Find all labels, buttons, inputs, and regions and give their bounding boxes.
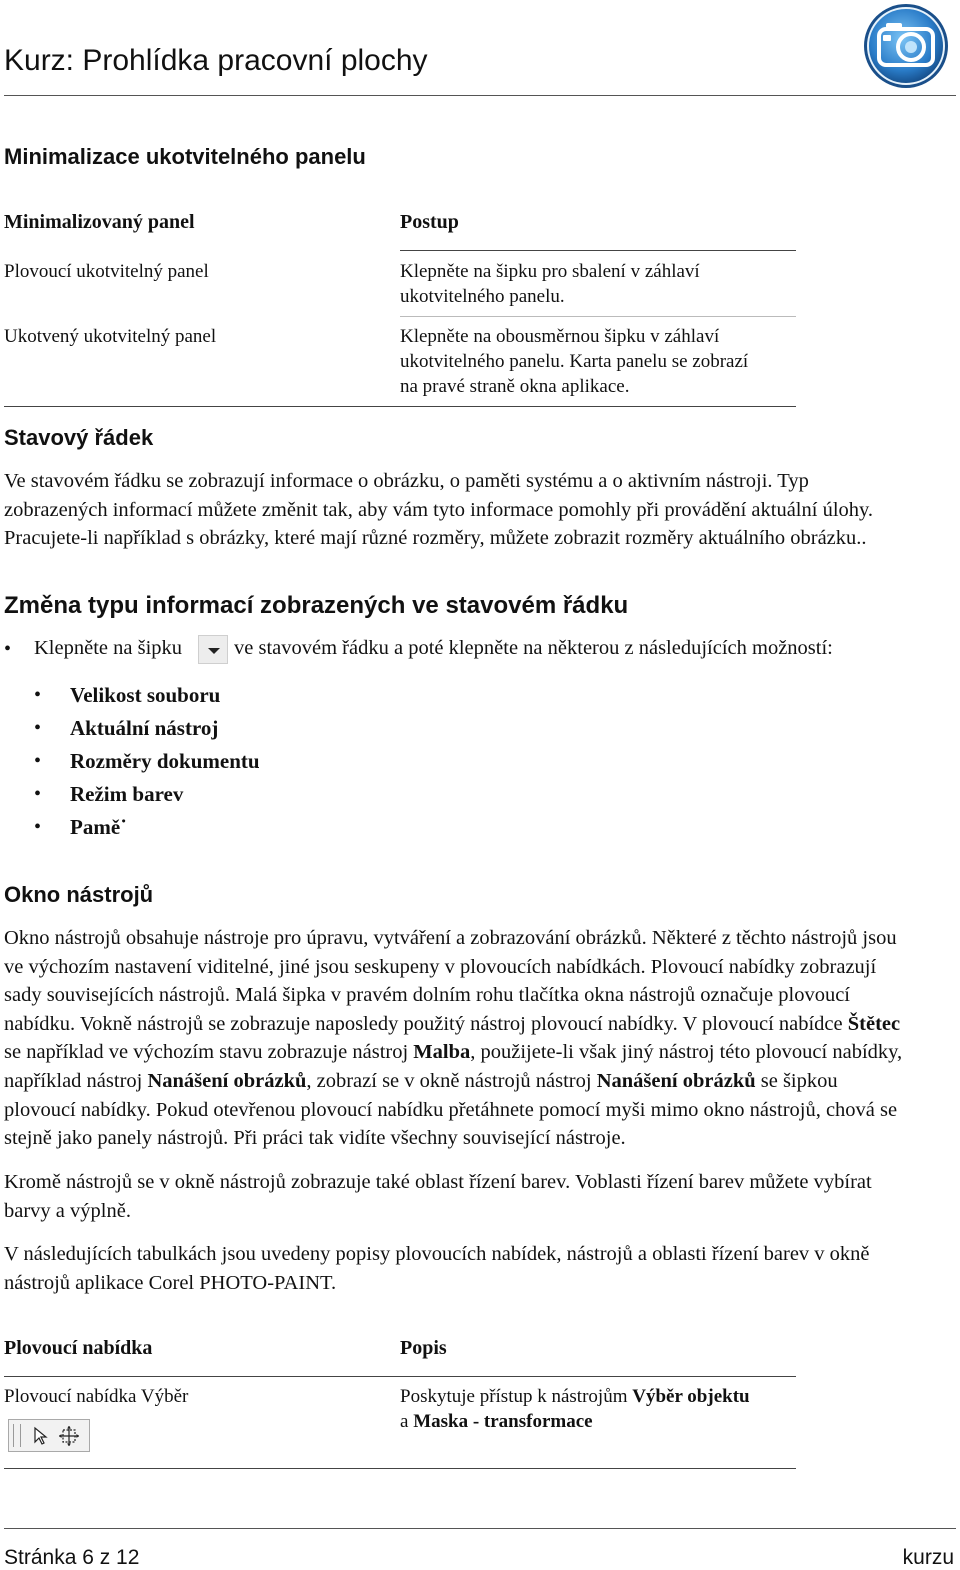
table-header: Postup <box>400 211 459 233</box>
section-heading: Změna typu informací zobrazených ve stavovém řádku <box>4 592 629 619</box>
table-cell: Poskytuje přístup k nástrojům Výběr objektu a Maska - transformace <box>400 1386 750 1432</box>
table-header-rule <box>4 1376 796 1377</box>
camera-icon <box>862 2 950 90</box>
paragraph <box>4 924 959 1153</box>
bold-term: Maska - transformace <box>413 1411 593 1432</box>
paragraph-line: plovoucí nabídky. Pokud otevřenou plovoucí nabídku přetáhnete pomocí myši mimo okno nástrojů, chová se <box>4 1098 898 1121</box>
paragraph: Ve stavovém řádku se zobrazují informace o obrázku, o paměti systému a o aktivním nástroji. Typ zobrazených informací můžete změnit tak, aby vám tyto informace pomohly při provádění aktuální úlohy. Pracujete-li například s obrázky, které mají různé rozměry, můžete zobrazit rozměry aktuálního obrázku.. <box>4 470 874 550</box>
bold-term: Malba <box>413 1041 471 1064</box>
paragraph: Kromě nástrojů se v okně nástrojů zobrazuje také oblast řízení barev. Voblasti řízení barev můžete vybírat barvy a výplně. <box>4 1171 872 1222</box>
page-title: Kurz: Prohlídka pracovní plochy <box>4 44 428 77</box>
list-item: Aktuální nástroj <box>70 716 219 740</box>
bullet-text: ve stavovém řádku a poté klepněte na některou z následujících možností: <box>234 637 833 659</box>
bold-term: Nanášení obrázků <box>147 1069 307 1092</box>
paragraph-line: nabídku. Vokně nástrojů se zobrazuje naposledy použitý nástroj plovoucí nabídky. V plovoucí nabídce Štětec <box>4 1012 901 1035</box>
table-header: Minimalizovaný panel <box>4 211 195 233</box>
page-number: Stránka 6 z 12 <box>4 1546 140 1569</box>
paragraph-line: sady souvisejících nástrojů. Malá šipka v pravém dolním rohu tlačítka okna nástrojů označuje plovoucí <box>4 984 850 1007</box>
paragraph: V následujících tabulkách jsou uvedeny popisy plovoucích nabídek, nástrojů a oblasti řízení barev v okně nástrojů aplikace Corel PHOTO-PAINT. <box>4 1243 870 1294</box>
bullet: • <box>34 717 42 739</box>
table-bottom-rule <box>4 406 796 407</box>
pick-tool-icon <box>31 1426 51 1446</box>
section-heading: Minimalizace ukotvitelného panelu <box>4 144 366 169</box>
table-cell: Ukotvený ukotvitelný panel <box>4 326 217 347</box>
list-item: Režim barev <box>70 782 184 806</box>
bullet: • <box>34 750 42 772</box>
list-item: Pamě˙ <box>70 815 128 839</box>
paragraph-line: ve výchozím nastavení viditelné, jiné jsou seskupeny v plovoucích nabídkách. Plovoucí nabídky zobrazují <box>4 955 877 978</box>
bold-term: Výběr objektu <box>632 1386 750 1407</box>
bold-term: Štětec <box>847 1012 901 1035</box>
table-cell: Klepněte na šipku pro sbalení v záhlaví ukotvitelného panelu. <box>400 261 700 307</box>
list-item: Rozměry dokumentu <box>70 749 260 773</box>
bullet-text: Klepněte na šipku <box>34 637 183 659</box>
table-cell: Plovoucí nabídka Výběr <box>4 1386 189 1407</box>
table-header: Plovoucí nabídka <box>4 1337 153 1359</box>
flyout-toolbar-image <box>8 1419 90 1452</box>
table-cell: Klepněte na obousměrnou šipku v záhlaví ukotvitelného panelu. Karta panelu se zobrazí na pravé straně okna aplikace. <box>400 326 749 397</box>
section-heading: Stavový řádek <box>4 425 154 450</box>
dropdown-arrow-icon[interactable] <box>198 635 228 664</box>
bullet: • <box>34 816 42 838</box>
paragraph-line: Okno nástrojů obsahuje nástroje pro úpravu, vytváření a zobrazování obrázků. Některé z těchto nástrojů jsou <box>4 927 897 949</box>
list-item: Velikost souboru <box>70 683 221 707</box>
paragraph-line: stejně jako panely nástrojů. Při práci tak vidíte všechny související nástroje. <box>4 1127 626 1150</box>
paragraph-line: se například ve výchozím stavu zobrazuje nástroj Malba, použijete-li však jiný nástroj této plovoucí nabídky, <box>4 1041 903 1064</box>
section-heading: Okno nástrojů <box>4 882 154 907</box>
table-cell: Plovoucí ukotvitelný panel <box>4 261 209 282</box>
bold-term: Nanášení obrázků <box>596 1069 756 1092</box>
bullet: • <box>4 638 12 660</box>
table-row-divider <box>400 316 796 317</box>
mask-transform-icon <box>57 1425 81 1447</box>
bullet: • <box>34 684 42 706</box>
bullet: • <box>34 783 42 805</box>
table-header: Popis <box>400 1337 447 1359</box>
footer-divider <box>4 1528 956 1529</box>
header-divider <box>4 95 956 96</box>
paragraph-line: například nástroj Nanášení obrázků, zobrazí se v okně nástrojů nástroj Nanášení obrázků se šipkou <box>4 1069 838 1092</box>
footer-label: kurzu <box>902 1546 954 1569</box>
table-bottom-rule <box>4 1468 796 1469</box>
table-header-rule <box>400 250 796 251</box>
